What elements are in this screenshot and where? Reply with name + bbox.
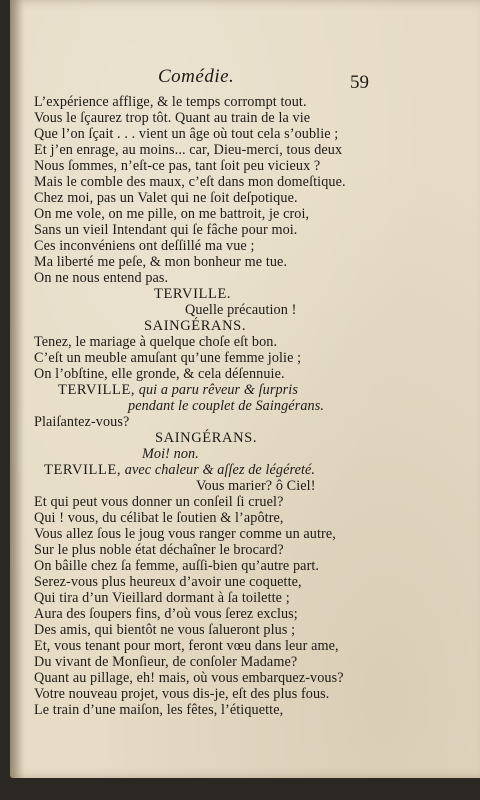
- verse-line: Vous allez ſous le joug vous ranger comme un autre,: [34, 526, 336, 542]
- text-line: On ne nous entend pas.: [34, 270, 169, 286]
- verse-line: Sur le plus noble état déchaîner le brocard?: [34, 542, 284, 558]
- dialogue-line: C’eſt un meuble amuſant qu’une femme jolie ;: [34, 350, 302, 366]
- stage-direction-line: [44, 462, 315, 478]
- verse-line: Qui ! vous, du célibat le ſoutien & l’apôtre,: [34, 510, 284, 526]
- dialogue-line: Vous marier? ô Ciel!: [196, 478, 316, 494]
- verse-line: Des amis, qui bientôt ne vous ſalueront plus ;: [34, 622, 296, 638]
- verse-line: Votre nouveau projet, vous dis-je, eſt des plus fous.: [34, 686, 330, 702]
- stage-direction-line: [58, 382, 298, 398]
- text-line: Et j’en enrage, au moins... car, Dieu-merci, tous deux: [34, 142, 343, 158]
- verse-line: Du vivant de Monſieur, de conſoler Madame?: [34, 654, 298, 670]
- text-line: Chez moi, pas un Valet qui ne ſoit deſpotique.: [34, 190, 298, 206]
- verse-line: Le train d’une maiſon, les fêtes, l’étiquette,: [34, 702, 284, 718]
- verse-line: On bâille chez ſa femme, auſſi-bien qu’autre part.: [34, 558, 320, 574]
- verse-line: Aura des ſoupers fins, d’où vous ſerez exclus;: [34, 606, 298, 622]
- book-page: [10, 0, 480, 778]
- dialogue-line: Quelle précaution !: [185, 302, 297, 318]
- dialogue-line: On l’obſtine, elle gronde, & cela déſennuie.: [34, 366, 285, 382]
- stage-direction: avec chaleur & aſſez de légéreté.: [124, 462, 316, 478]
- text-line: Ma liberté me peſe, & mon bonheur me tue.: [34, 254, 288, 270]
- text-line: Sans un vieil Intendant qui ſe fâche pour moi.: [34, 222, 298, 238]
- dialogue-line: Plaiſantez-vous?: [34, 414, 130, 430]
- dialogue-line: Tenez, le mariage à quelque choſe eſt bon.: [34, 334, 278, 350]
- stage-direction: qui a paru rêveur & ſurpris: [138, 382, 298, 398]
- speaker-name: TERVILLE,: [44, 462, 122, 478]
- text-line: Que l’on ſçait . . . vient un âge où tout cela s’oublie ;: [34, 126, 339, 142]
- verse-line: Serez-vous plus heureux d’avoir une coquette,: [34, 574, 302, 590]
- speaker-name: SAINGÉRANS.: [144, 318, 247, 334]
- text-line: Mais le comble des maux, c’eſt dans mon domeſtique.: [34, 174, 346, 190]
- dialogue-line: Moi! non.: [142, 446, 199, 462]
- text-line: Vous le ſçaurez trop tôt. Quant au train de la vie: [34, 110, 311, 126]
- verse-line: Qui tira d’un Vieillard dormant à ſa toilette ;: [34, 590, 290, 606]
- verse-line: Et, vous tenant pour mort, feront vœu dans leur ame,: [34, 638, 339, 654]
- verse-line: Quant au pillage, eh! mais, où vous embarquez-vous?: [34, 670, 344, 686]
- speaker-name: TERVILLE.: [154, 286, 232, 302]
- verse-line: Et qui peut vous donner un conſeil ſi cruel?: [34, 494, 284, 510]
- speaker-name: SAINGÉRANS.: [155, 430, 258, 446]
- page-number: 59: [350, 72, 369, 93]
- text-line: Nous ſommes, n’eſt-ce pas, tant ſoit peu vicieux ?: [34, 158, 321, 174]
- text-line: L’expérience afflige, & le temps corrompt tout.: [34, 94, 307, 110]
- gutter-shadow: [10, 0, 24, 778]
- stage-direction: pendant le couplet de Saingérans.: [128, 398, 324, 414]
- text-line: On me vole, on me pille, on me battroit, je croi,: [34, 206, 310, 222]
- speaker-name: TERVILLE,: [58, 382, 136, 398]
- text-line: Ces inconvéniens ont deſſillé ma vue ;: [34, 238, 255, 254]
- running-title: Comédie.: [158, 66, 235, 87]
